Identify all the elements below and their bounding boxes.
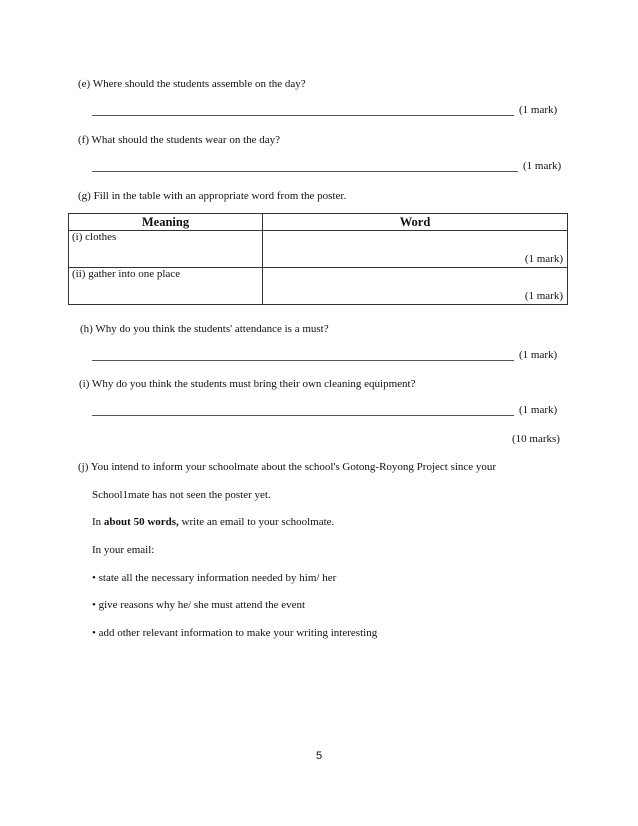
list-item: • give reasons why he/ she must attend the event	[92, 599, 306, 611]
list-item: • state all the necessary information needed by him/ her	[92, 572, 337, 584]
word-answer-cell[interactable]	[263, 231, 568, 268]
in-your-email: In your email:	[92, 544, 155, 556]
answer-line-e[interactable]	[92, 115, 514, 116]
mark-h: (1 mark)	[519, 349, 558, 361]
word-answer-cell[interactable]	[263, 268, 568, 305]
task-prefix: In	[92, 516, 104, 528]
row-mark: (1 mark)	[524, 290, 563, 302]
header-word: Word	[263, 214, 568, 231]
list-item: • add other relevant information to make your writing interesting	[92, 627, 378, 639]
meaning-cell: (i) clothes	[69, 231, 263, 268]
question-g: (g) Fill in the table with an appropriate word from the poster.	[78, 190, 347, 202]
mark-i: (1 mark)	[519, 404, 558, 416]
table-row	[69, 268, 568, 305]
total-marks: (10 marks)	[512, 433, 560, 445]
table-row	[69, 231, 568, 268]
question-j-intro-2: School1mate has not seen the poster yet.	[92, 489, 271, 501]
answer-line-i[interactable]	[92, 415, 514, 416]
page-number: 5	[315, 750, 323, 762]
question-e: (e) Where should the students assemble on the day?	[78, 78, 306, 90]
answer-line-f[interactable]	[92, 171, 518, 172]
answer-line-h[interactable]	[92, 360, 514, 361]
question-f: (f) What should the students wear on the day?	[78, 134, 281, 146]
task-suffix: write an email to your schoolmate.	[178, 516, 335, 528]
question-j-intro: (j) You intend to inform your schoolmate about the school's Gotong-Royong Project since your	[78, 461, 497, 473]
word-meaning-table	[68, 213, 568, 305]
meaning-cell: (ii) gather into one place	[69, 268, 263, 305]
row-mark: (1 mark)	[524, 253, 563, 265]
question-i: (i) Why do you think the students must bring their own cleaning equipment?	[79, 378, 416, 390]
question-h: (h) Why do you think the students' attendance is a must?	[80, 323, 329, 335]
mark-e: (1 mark)	[519, 104, 558, 116]
question-j-task	[92, 516, 334, 528]
task-word-limit: about 50 words,	[103, 516, 179, 528]
mark-f: (1 mark)	[523, 160, 562, 172]
header-meaning: Meaning	[69, 214, 263, 231]
